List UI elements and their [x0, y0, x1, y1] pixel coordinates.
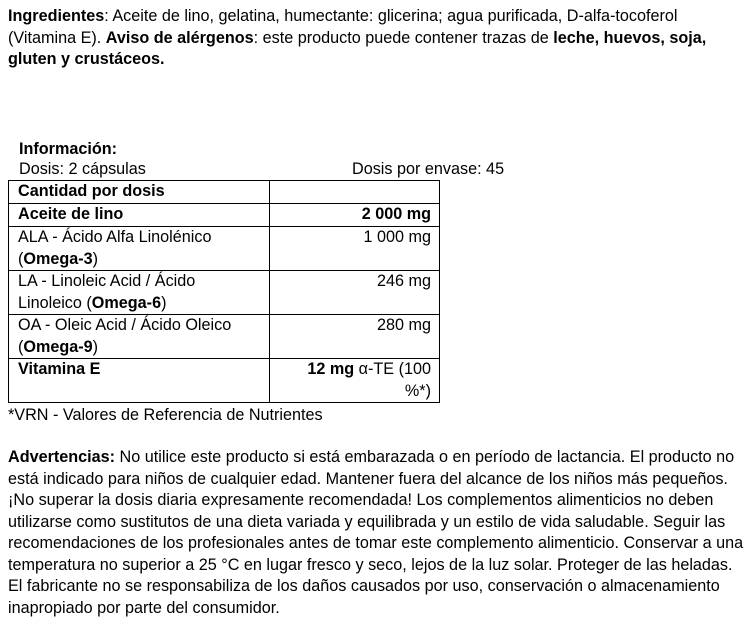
- row-value: 246 mg: [377, 272, 431, 290]
- table-row: [9, 181, 440, 204]
- dose-text: Dosis: 2 cápsulas: [19, 160, 146, 178]
- row-name-omega: Omega-3: [23, 249, 93, 268]
- row-name-close: ): [161, 293, 167, 312]
- info-title-text: Información:: [19, 140, 118, 158]
- info-title: [19, 139, 117, 161]
- row-name: Vitamina E: [18, 360, 101, 378]
- row-name: Aceite de lino: [18, 205, 124, 223]
- row-name: LA - Linoleic Acid / Ácido Linoleico (: [18, 272, 196, 312]
- dose-line: [19, 159, 539, 181]
- warnings-text: No utilice este producto si está embarazada o en período de lactancia. El producto no está indicado para niños de cualquier edad. Mantener fuera del alcance de los niños más pequeños. ¡No superar la dosis diaria expresamente recomendada! Los complementos alimenticios no deben utilizarse como sustitutos de una dieta variada y equilibrada y un estilo de vida saludable. Seguir las recomendaciones de los profesionales antes de tomar este complemento alimenticio. Conservar a una temperatura no superior a 25 °C en lugar fresco y seco, lejos de la luz solar. Proteger de las heladas. El fabricante no se responsabiliza de los daños causados por uso, conservación o almacenamiento inapropiado por parte del consumidor.: [8, 448, 744, 617]
- row-value-bold: 12 mg: [307, 360, 355, 378]
- per-pack-text: Dosis por envase: 45: [352, 160, 505, 178]
- row-value: 1 000 mg: [363, 228, 431, 246]
- warnings-paragraph: [8, 447, 750, 619]
- row-name-cell: [9, 204, 270, 227]
- row-name: OA - Oleic Acid / Ácido Oleico (: [18, 316, 232, 356]
- row-value-cell: [270, 271, 440, 315]
- ingredients-text: : Aceite de lino, gelatina, humectante: glicerina; agua purificada, D-alfa-tocoferol (Vitamina E).: [8, 7, 678, 47]
- row-name: ALA - Ácido Alfa Linolénico (: [18, 228, 212, 268]
- row-name-cell: [9, 359, 270, 403]
- ingredients-paragraph: [8, 6, 750, 71]
- allergen-label: Aviso de alérgenos: [105, 28, 254, 47]
- row-name-cell: [9, 227, 270, 271]
- table-row: [9, 271, 440, 315]
- row-value: 280 mg: [377, 316, 431, 334]
- row-value: 2 000 mg: [361, 205, 431, 223]
- nutrition-table: [8, 180, 440, 403]
- row-name-omega: Omega-9: [23, 337, 93, 356]
- row-name-cell: [9, 271, 270, 315]
- row-value-cell: [270, 315, 440, 359]
- row-name-close: ): [92, 337, 99, 356]
- table-row: [9, 359, 440, 403]
- table-header-empty-cell: [270, 181, 440, 204]
- table-row: [9, 204, 440, 227]
- row-value-cell: [270, 227, 440, 271]
- allergen-text: : este producto puede contener trazas de: [253, 28, 554, 47]
- row-name-close: ): [92, 249, 99, 268]
- allergen-list: leche, huevos, soja, gluten y crustáceos.: [8, 28, 707, 68]
- row-name-cell: [9, 315, 270, 359]
- row-value-rest: α-TE (100 %*): [354, 360, 431, 400]
- table-row: [9, 227, 440, 271]
- table-header-text: Cantidad por dosis: [18, 182, 165, 200]
- table-header-cell: [9, 181, 270, 204]
- ingredients-label: Ingredientes: [8, 7, 105, 25]
- row-value-cell: [270, 359, 440, 403]
- vrn-note: *VRN - Valores de Referencia de Nutrientes: [8, 406, 323, 424]
- row-value-cell: [270, 204, 440, 227]
- row-name-omega: Omega-6: [91, 293, 162, 312]
- table-row: [9, 315, 440, 359]
- warnings-label: Advertencias:: [8, 448, 116, 466]
